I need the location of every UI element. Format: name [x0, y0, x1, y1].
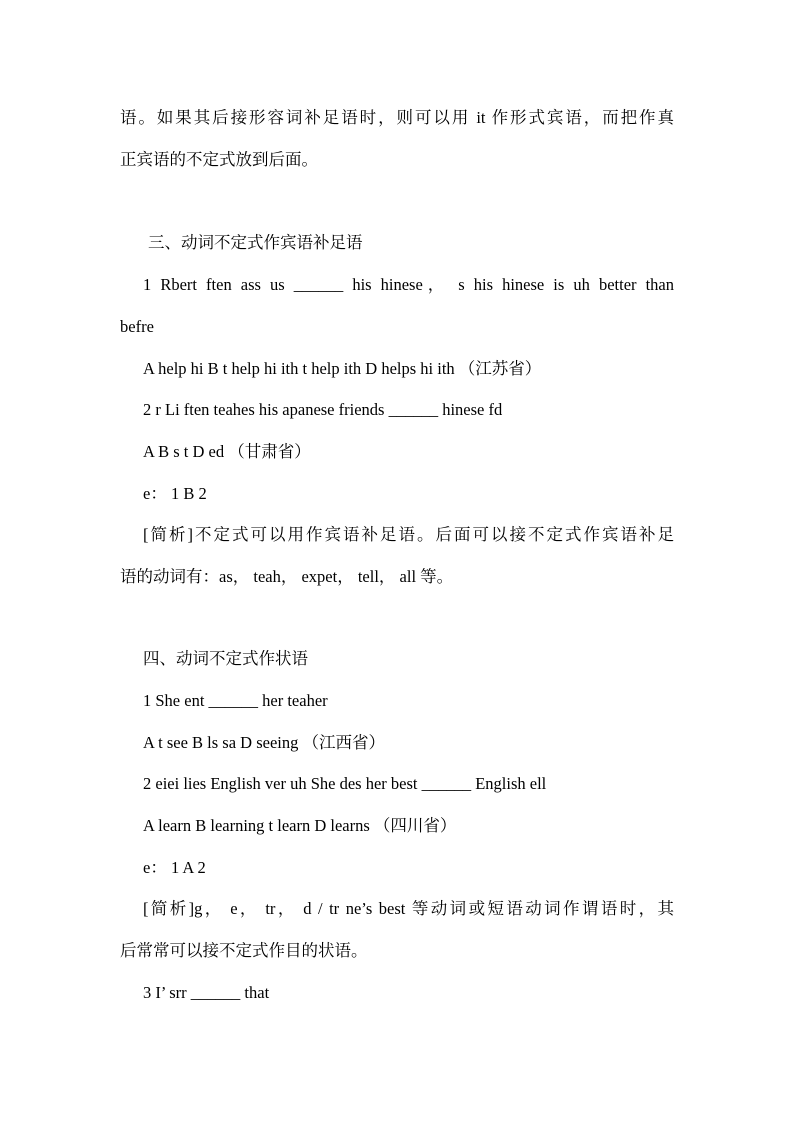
question-line: 1 She ent ______ her teaher [143, 691, 328, 710]
question-line: befre [120, 317, 154, 336]
options-line: A help hi B t help hi ith t help ith D helps hi ith （江苏省） [143, 359, 542, 378]
answer-line: e： 1 B 2 [143, 484, 207, 503]
paragraph-line: 正宾语的不定式放到后面。 [120, 150, 318, 169]
analysis-line: 语的动词有：as， teah， expet， tell， all 等。 [120, 567, 454, 586]
options-line: A learn B learning t learn D learns （四川省） [143, 816, 457, 835]
analysis-line: 后常常可以接不定式作目的状语。 [120, 941, 368, 960]
options-line: A B s t D ed （甘肃省） [143, 442, 311, 461]
options-line: A t see B ls sa D seeing （江西省） [143, 733, 385, 752]
analysis-line: [简析]g， e， tr， d / tr ne’s best 等动词或短语动词作谓语时，其 [143, 899, 674, 918]
paragraph-line: 语。如果其后接形容词补足语时，则可以用 it 作形式宾语，而把作真 [120, 108, 674, 127]
section-heading: 四、动词不定式作状语 [143, 649, 308, 668]
question-line: 1 Rbert ften ass us ______ his hinese， s his hinese is uh better than [143, 275, 674, 294]
analysis-line: [简析]不定式可以用作宾语补足语。后面可以接不定式作宾语补足 [143, 525, 674, 544]
question-line: 2 eiei lies English ver uh She des her best ______ English ell [143, 774, 547, 793]
answer-line: e： 1 A 2 [143, 858, 206, 877]
question-line: 2 r Li ften teahes his apanese friends ______ hinese fd [143, 400, 503, 419]
section-heading: 三、动词不定式作宾语补足语 [148, 233, 363, 252]
question-line: 3 I’ srr ______ that [143, 983, 270, 1002]
